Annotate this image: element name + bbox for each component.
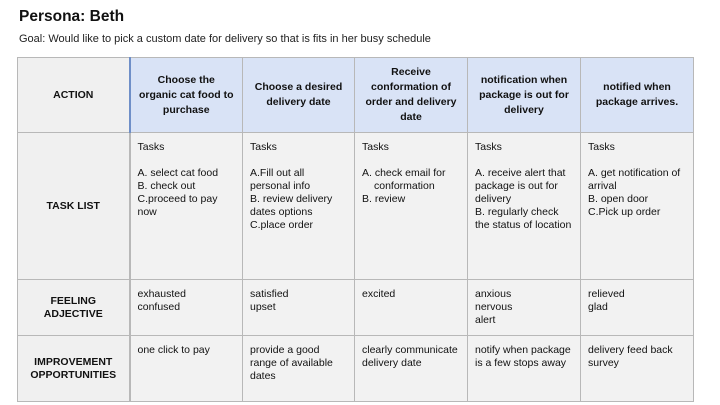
feeling-word: upset [250, 301, 276, 313]
task-heading: Tasks [588, 141, 615, 153]
action-cell-2: Choose a desired delivery date [243, 58, 355, 133]
task-item: C.Pick up order [588, 206, 661, 218]
feeling-word: glad [588, 301, 608, 313]
feeling-word: satisfied [250, 288, 289, 300]
task-heading: Tasks [137, 141, 165, 153]
feeling-cell-4 [468, 280, 581, 336]
improvement-cell-3: clearly communicate delivery date [355, 336, 468, 402]
improvement-cell-4: notify when package is a few stops away [468, 336, 581, 402]
action-cell-4: notification when package is out for delivery [468, 58, 581, 133]
task-cell-2 [243, 133, 355, 280]
task-heading: Tasks [250, 141, 277, 153]
task-item: B. review delivery dates options [250, 193, 333, 218]
improvement-row [18, 336, 694, 402]
row-header-task-list: TASK LIST [18, 133, 130, 280]
task-cell-4 [468, 133, 581, 280]
task-cell-1 [130, 133, 243, 280]
task-item: A. get notification of arrival [588, 167, 681, 192]
customer-journey-table [17, 57, 694, 402]
task-item: C.place order [250, 219, 314, 231]
task-item: B. regularly check the status of location [475, 206, 572, 231]
task-cell-3 [355, 133, 468, 280]
feeling-word: relieved [588, 288, 625, 300]
action-cell-1: Choose the organic cat food to purchase [130, 58, 243, 133]
task-list-row [18, 133, 694, 280]
improvement-cell-2: provide a good range of available dates [243, 336, 355, 402]
feeling-cell-2 [243, 280, 355, 336]
row-header-feeling: FEELING ADJECTIVE [18, 280, 130, 336]
task-item: B. review [362, 193, 406, 205]
action-cell-3: Receive conformation of order and delivery date [355, 58, 468, 133]
row-header-improvement: IMPROVEMENT OPPORTUNITIES [18, 336, 130, 402]
feeling-word: exhausted [137, 288, 186, 300]
task-item: A.Fill out all personal info [250, 167, 311, 192]
improvement-cell-5: delivery feed back survey [581, 336, 694, 402]
action-cell-5: notified when package arrives. [581, 58, 694, 133]
task-heading: Tasks [362, 141, 389, 153]
feeling-word: confused [137, 301, 181, 313]
persona-goal: Goal: Would like to pick a custom date for delivery so that is fits in her busy schedule [19, 33, 431, 45]
row-header-action: ACTION [18, 58, 130, 133]
page-title: Persona: Beth [19, 8, 125, 25]
task-heading: Tasks [475, 141, 502, 153]
feeling-row [18, 280, 694, 336]
task-item: C.proceed to pay now [137, 193, 218, 218]
feeling-cell-3 [355, 280, 468, 336]
task-item-continuation: conformation [374, 180, 435, 192]
feeling-word: nervous [475, 301, 513, 313]
feeling-word: alert [475, 314, 496, 326]
task-item: B. check out [137, 180, 196, 192]
feeling-cell-1 [130, 280, 243, 336]
task-item: A. select cat food [137, 167, 219, 179]
improvement-cell-1: one click to pay [130, 336, 243, 402]
feeling-cell-5 [581, 280, 694, 336]
task-item: B. open door [588, 193, 649, 205]
task-item: A. receive alert that package is out for delivery [475, 167, 566, 205]
feeling-word: excited [362, 288, 396, 300]
feeling-word: anxious [475, 288, 512, 300]
task-item: A. check email for [362, 167, 446, 179]
action-row [18, 58, 694, 133]
task-cell-5 [581, 133, 694, 280]
